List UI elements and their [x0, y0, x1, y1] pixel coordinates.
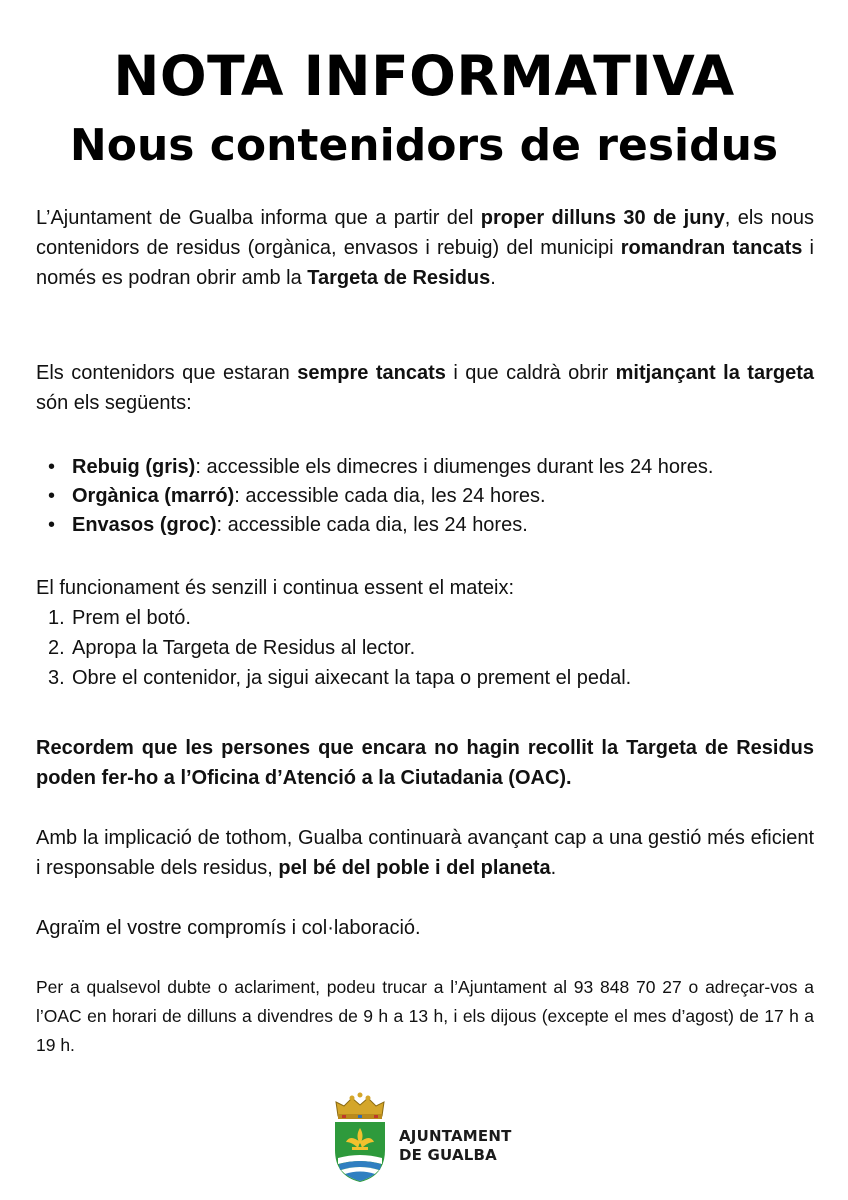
containers-intro-text: són els següents: [36, 392, 192, 414]
step-text: Obre el contenidor, ja sigui aixecant la tapa o prement el pedal. [72, 667, 632, 689]
steps-intro: El funcionament és senzill i continua essent el mateix: [36, 577, 515, 599]
container-schedule: : accessible els dimecres i diumenges durant les 24 hores. [195, 456, 714, 478]
step-number: 2. [48, 637, 65, 659]
container-name: Orgànica (marró) [72, 485, 235, 507]
containers-intro-text: i que caldrà obrir [445, 362, 616, 384]
bullet-icon: • [48, 514, 56, 536]
closing-text: Amb la implicació de tothom, Gualba continuarà avançant cap a una gestió més eficient i responsable dels residus, [36, 827, 814, 879]
step-number: 3. [48, 667, 65, 689]
bullet-icon: • [48, 485, 56, 507]
intro-text: i només es podran obrir amb la [36, 237, 814, 289]
intro-closed: romandran tancats [620, 237, 803, 259]
container-schedule: : accessible cada dia, les 24 hores. [216, 514, 528, 536]
intro-card: Targeta de Residus [307, 267, 491, 289]
list-item [48, 510, 818, 539]
intro-text: , els nous contenidors de residus (orgànica, envasos i rebuig) del municipi [36, 207, 815, 259]
reminder-paragraph: Recordem que les persones que encara no hagin recollit la Targeta de Residus poden fer-ho a l’Oficina d’Atenció a la Ciutadania (OAC). [36, 737, 814, 789]
org-name-line-2: DE GUALBA [399, 1146, 497, 1164]
thanks-paragraph: Agraïm el vostre compromís i col·laboració. [36, 917, 421, 939]
contact-paragraph: Per a qualsevol dubte o aclariment, podeu trucar a l’Ajuntament al 93 848 70 27 o adreçar-vos a l’OAC en horari de dilluns a divendres de 9 h a 13 h, i els dijous (excepte el mes d’agost) de 17 h a 19 h. [36, 977, 814, 1055]
page-title: NOTA INFORMATIVA [113, 44, 735, 108]
bullet-icon: • [48, 456, 56, 478]
container-name: Envasos (groc) [72, 514, 217, 536]
closing-paragraph [36, 823, 814, 883]
list-item [48, 452, 818, 481]
intro-text: L’Ajuntament de Gualba informa que a partir del [36, 207, 481, 229]
step-text: Prem el botó. [72, 607, 191, 629]
list-item [48, 603, 818, 633]
intro-date: proper dilluns 30 de juny [480, 207, 725, 229]
container-name: Rebuig (gris) [72, 456, 196, 478]
containers-list [48, 452, 818, 539]
container-schedule: : accessible cada dia, les 24 hores. [234, 485, 546, 507]
list-item [48, 663, 818, 693]
closing-text: . [550, 857, 557, 879]
step-text: Apropa la Targeta de Residus al lector. [72, 637, 416, 659]
coat-of-arms-icon [330, 1092, 390, 1184]
steps-list [48, 603, 818, 693]
intro-text: . [490, 267, 496, 289]
containers-intro-text: Els contenidors que estaran [36, 362, 298, 384]
page-subtitle: Nous contenidors de residus [69, 120, 779, 171]
list-item [48, 633, 818, 663]
intro-paragraph [36, 203, 814, 293]
step-number: 1. [48, 607, 65, 629]
list-item [48, 481, 818, 510]
containers-intro-bold: sempre tancats [297, 362, 446, 384]
closing-bold: pel bé del poble i del planeta [278, 857, 551, 879]
containers-intro-paragraph [36, 358, 814, 418]
org-name [399, 1127, 512, 1165]
containers-intro-bold: mitjançant la targeta [615, 362, 814, 384]
org-name-line-1: AJUNTAMENT [399, 1127, 512, 1145]
